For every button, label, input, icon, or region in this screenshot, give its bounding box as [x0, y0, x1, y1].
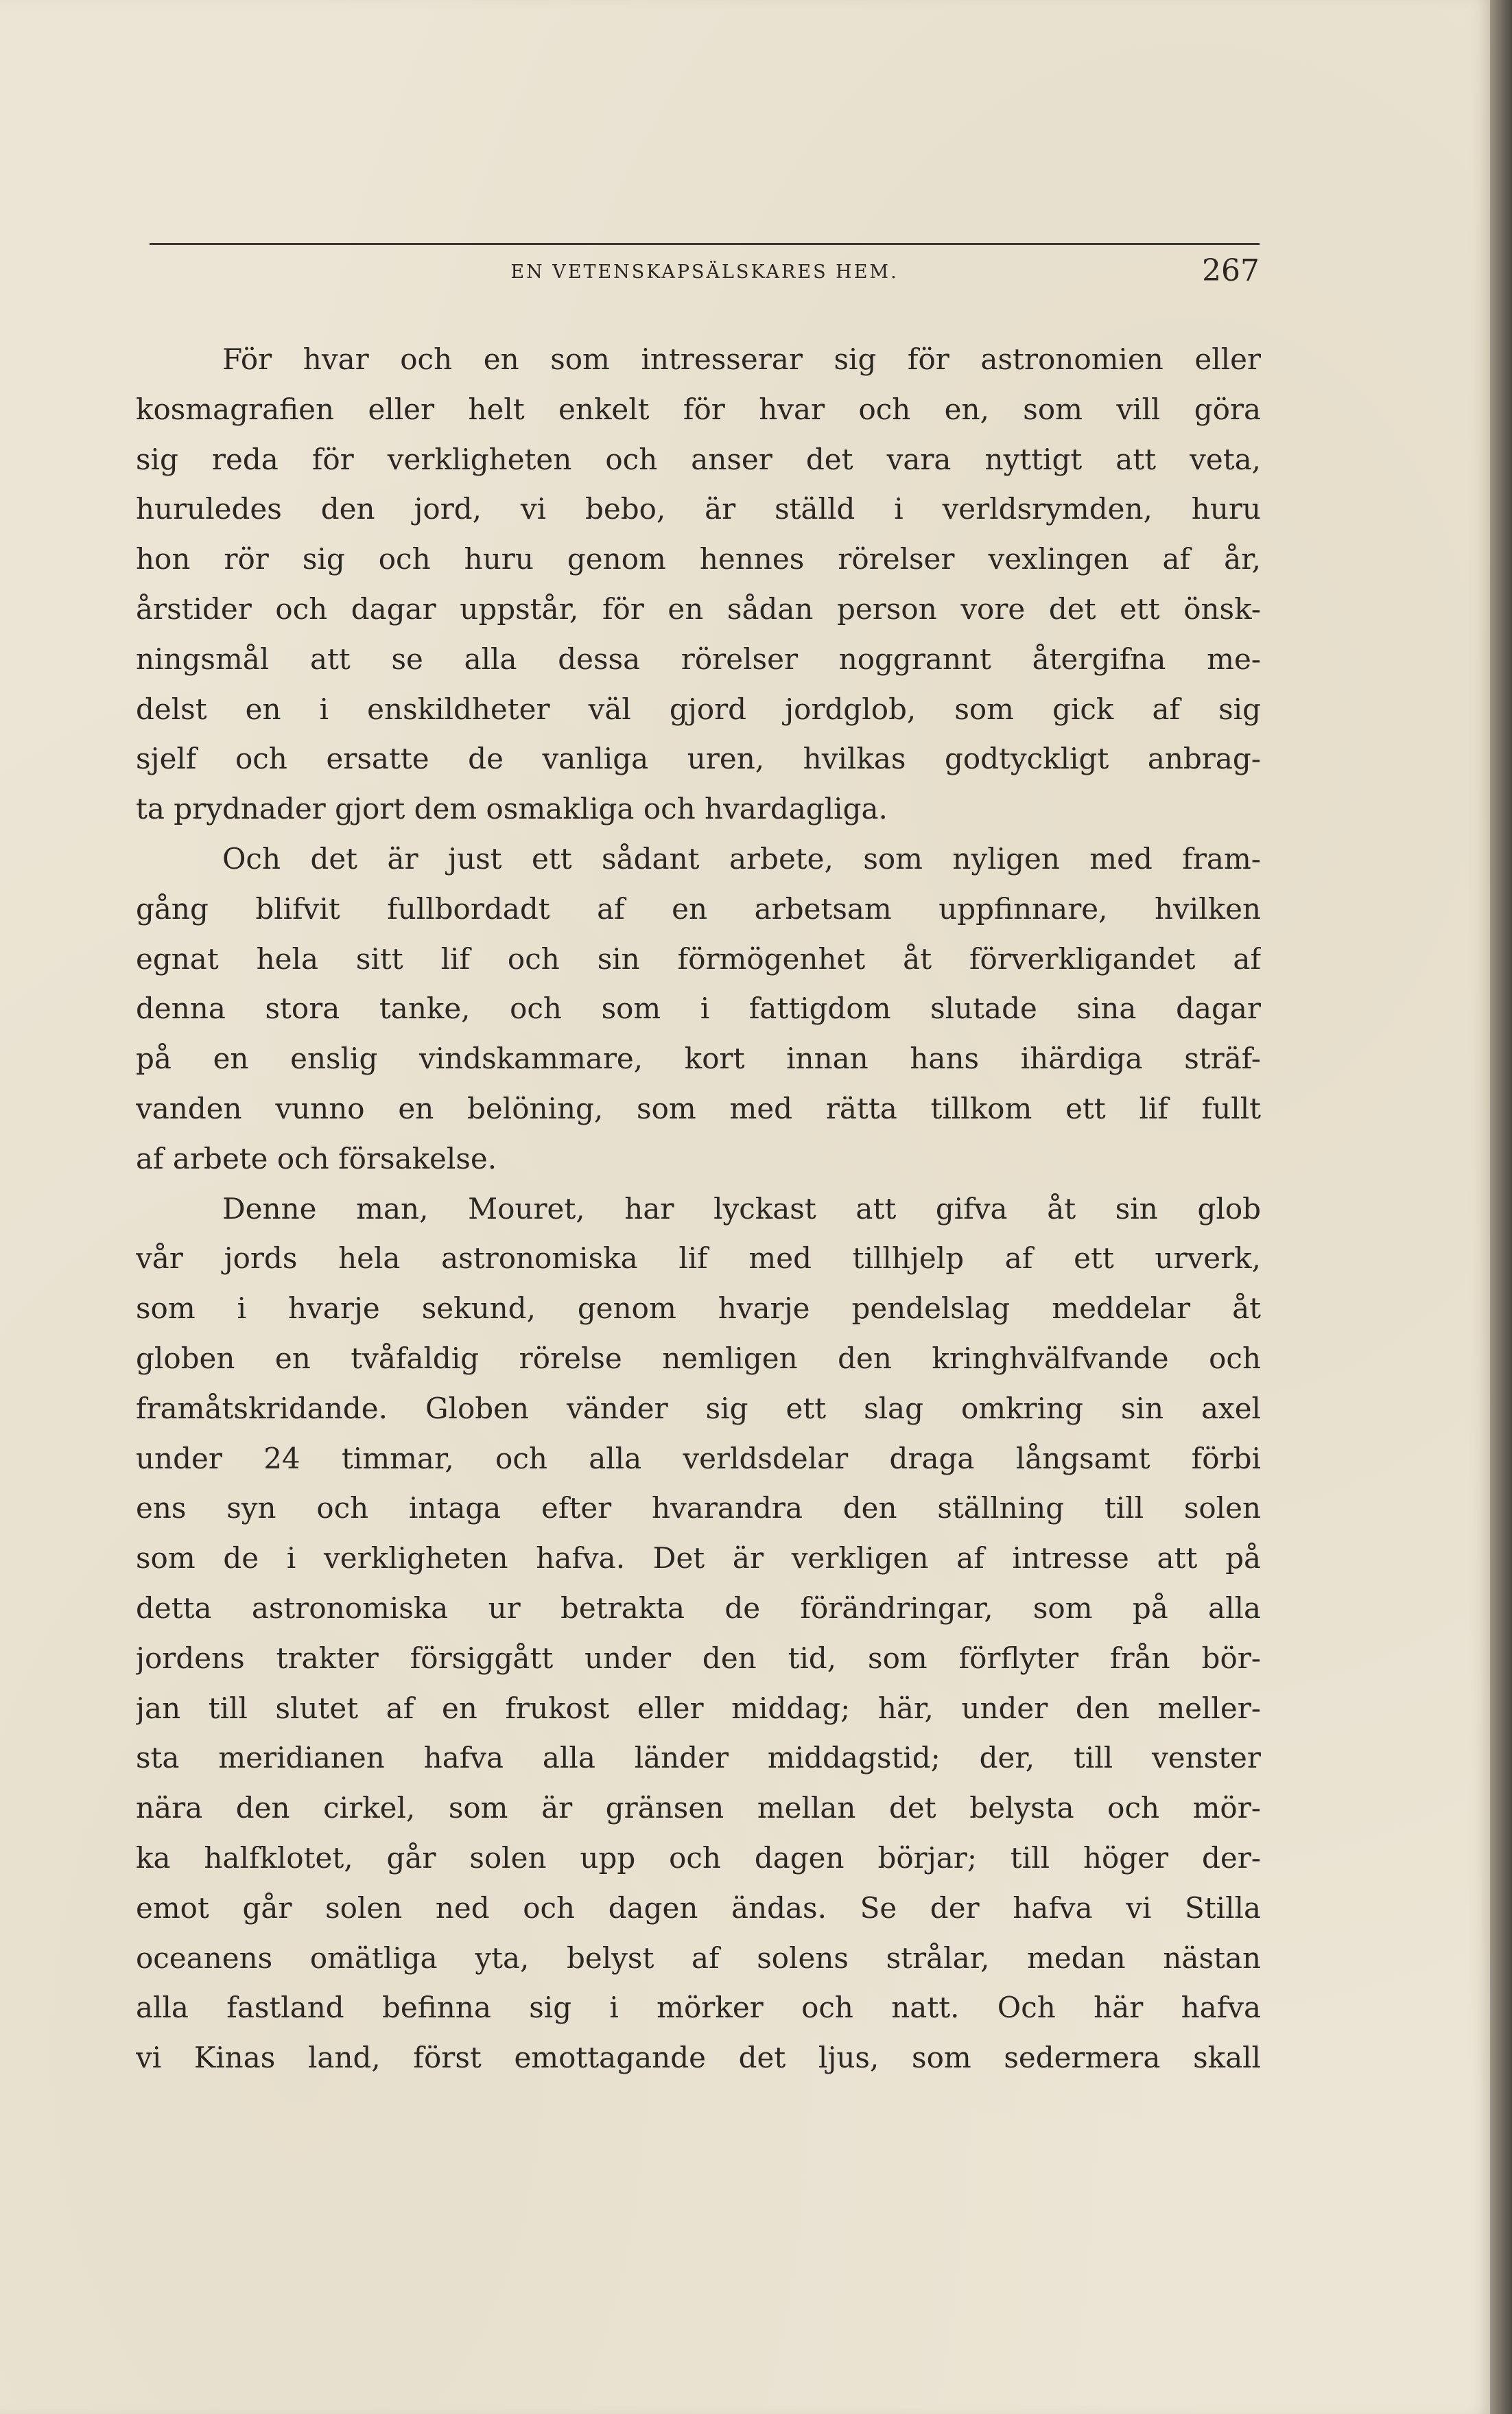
- text-line: som i hvarje sekund, genom hvarje pendelslag meddelar åt: [136, 1291, 1261, 1326]
- page-number: 267: [1202, 253, 1260, 288]
- text-line: egnat hela sitt lif och sin förmögenhet åt förverkligandet af: [136, 941, 1261, 976]
- text-line: Denne man, Mouret, har lyckast att gifva åt sin glob: [222, 1191, 1261, 1226]
- text-line: kosmagrafien eller helt enkelt för hvar och en, som vill göra: [136, 392, 1261, 426]
- text-line: som de i verkligheten hafva. Det är verkligen af intresse att på: [136, 1541, 1261, 1575]
- page-header: [150, 243, 1260, 293]
- text-line: jordens trakter försiggått under den tid, som förflyter från bör-: [136, 1641, 1261, 1675]
- text-line: årstider och dagar uppstår, för en sådan person vore det ett önsk-: [136, 591, 1261, 626]
- text-line: globen en tvåfaldig rörelse nemligen den kringhvälfvande och: [136, 1341, 1261, 1375]
- text-line: sig reda för verkligheten och anser det vara nyttigt att veta,: [136, 442, 1261, 476]
- text-line: sta meridianen hafva alla länder middagstid; der, till venster: [136, 1741, 1261, 1775]
- text-line: ta prydnader gjort dem osmakliga och hvardagliga.: [136, 792, 888, 826]
- text-line: ningsmål att se alla dessa rörelser noggrannt återgifna me-: [136, 642, 1261, 676]
- text-line: jan till slutet af en frukost eller middag; här, under den meller-: [136, 1691, 1261, 1725]
- text-line: vi Kinas land, först emottagande det ljus, som sedermera skall: [136, 2041, 1261, 2075]
- page-edge: [1490, 0, 1512, 2414]
- text-line: nära den cirkel, som är gränsen mellan det belysta och mör-: [136, 1791, 1261, 1825]
- text-line: Och det är just ett sådant arbete, som nyligen med fram-: [222, 841, 1261, 876]
- text-line: på en enslig vindskammare, kort innan hans ihärdiga sträf-: [136, 1042, 1261, 1076]
- text-line: ka halfklotet, går solen upp och dagen börjar; till höger der-: [136, 1840, 1261, 1875]
- text-line: alla fastland befinna sig i mörker och natt. Och här hafva: [136, 1991, 1261, 2025]
- text-line: under 24 timmar, och alla verldsdelar draga långsamt förbi: [136, 1441, 1261, 1475]
- text-line: delst en i enskildheter väl gjord jordglob, som gick af sig: [136, 692, 1261, 726]
- text-line: af arbete och försakelse.: [136, 1141, 497, 1175]
- text-line: huruledes den jord, vi bebo, är ställd i verldsrymden, huru: [136, 492, 1261, 526]
- text-line: denna stora tanke, och som i fattigdom slutade sina dagar: [136, 992, 1261, 1026]
- body-text: [136, 335, 1261, 2083]
- text-line: oceanens omätliga yta, belyst af solens strålar, medan nästan: [136, 1941, 1261, 1975]
- text-line: vanden vunno en belöning, som med rätta tillkom ett lif fullt: [136, 1091, 1261, 1125]
- text-line: hon rör sig och huru genom hennes rörelser vexlingen af år,: [136, 542, 1261, 576]
- text-line: ens syn och intaga efter hvarandra den ställning till solen: [136, 1491, 1261, 1525]
- text-line: vår jords hela astronomiska lif med tillhjelp af ett urverk,: [136, 1241, 1261, 1276]
- running-title: EN VETENSKAPSÄLSKARES HEM.: [510, 261, 899, 283]
- text-line: framåtskridande. Globen vänder sig ett slag omkring sin axel: [136, 1391, 1261, 1425]
- text-line: gång blifvit fullbordadt af en arbetsam uppfinnare, hvilken: [136, 891, 1261, 926]
- text-line: detta astronomiska ur betrakta de förändringar, som på alla: [136, 1591, 1261, 1625]
- text-line: emot går solen ned och dagen ändas. Se der hafva vi Stilla: [136, 1890, 1261, 1925]
- text-line: För hvar och en som intresserar sig för astronomien eller: [222, 342, 1261, 376]
- text-line: sjelf och ersatte de vanliga uren, hvilkas godtyckligt anbrag-: [136, 742, 1261, 776]
